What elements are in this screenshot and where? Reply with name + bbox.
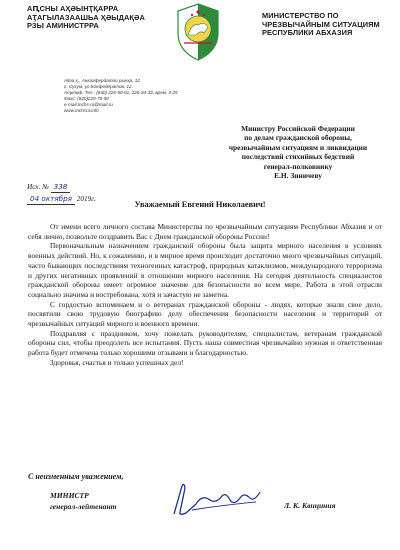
salutation: Уважаемый Евгений Николаевич! [134,200,266,209]
contact-line: www.mchsra.info [64,108,99,114]
contact-line: Факс: (840)229-75-50 [64,96,109,102]
addressee-line: последствий стихийных бедствий [241,152,355,162]
header-abkhaz-ministry-name [27,5,157,31]
header-right-line: РЕСПУБЛИКИ АБХАЗИЯ [262,28,353,38]
outgoing-date: 04 октября [27,193,75,205]
addressee-line: Е.Н. Зиничеву [274,171,322,181]
header-right-line: ЧРЕЗВЫЧАЙНЫМ СИТУАЦИЯМ [262,19,380,29]
contact-block [64,78,194,115]
addressee-block [205,124,391,180]
body-paragraph: Здоровья, счастья и только успешных дел! [50,357,184,367]
addressee-line: генерал-полковнику [263,161,333,171]
body-paragraph: От имени всего личного состава Министерства по чрезвычайным ситуациям Республики Абхазия и от себя лично, позвольте поздравить Вас с Днем гражданской обороны России! [28,222,382,241]
signatory-name: Л. К. Квициния [284,501,336,510]
addressee-line: по делам гражданской обороны, [244,133,352,143]
signatory-title [50,491,117,512]
header-left-line: АԤСНЫ АҲӘЫНҬҚАРРА [27,4,119,13]
outgoing-year: 2019г. [76,195,96,203]
abkhazia-emblem-icon [174,3,222,61]
letter-body [28,222,382,368]
closing-regards: С неизменным уважением, [28,472,124,481]
header-russian-ministry-name [262,12,382,38]
outgoing-number-label: Исх. № [27,183,49,191]
header-right-line: МИНИСТЕРСТВО ПО [262,11,339,20]
signatory-title-line: МИНИСТР [50,491,89,500]
addressee-line: чрезвычайным ситуациям и ликвидации [228,142,368,152]
contact-line: г. Сухум, ул.Конфедератов, 12. [64,84,133,90]
header-left-line: РЗЫ АМИНИСТРРА [27,21,99,31]
outgoing-number: 338 [51,181,71,193]
body-paragraph: Первоначальным назначением гражданской обороны была защита мирного населения в условиях военных действий. Но, к сожалению, и в мирное время происходит достаточно много чрезвычайных ситуаций, часто бывающих последствиям техногенных катастроф, природных катаклизмов, международного терроризма и других негативных проявлений в отношении мирного населения. На сегодня деятельность специалистов гражданской обороны имеет огромное значение для безопасности во всем мире. Работа в этой отрасли социально значима и востребована, хотя и зачастую не заметна. [28,241,382,299]
signatory-rank-line: генерал-лейтенант [50,501,117,511]
header-left-line: АҬАГЫЛАЗААШЬА ҲӘЫДАҚӘА [27,12,145,22]
contact-line: Аҟәа ҳ., Анкәафердатәи рынҳа, 12 [64,78,140,83]
addressee-line: Министру Российской Федерации [241,124,355,133]
contact-line: Аҭелеф. Тел.: (840) 226-50-01, 226-34-33, врем. 4-25 [64,90,178,96]
contact-line: e-mail:mchs-ra@mail.ru [64,102,113,108]
handwritten-signature-icon [166,480,266,520]
body-paragraph: С гордостью вспоминаем и о ветеранах гражданской обороны - людях, которые знали свое дело, посвятили свою трудовую биографию делу обеспечения безопасности населения и территорий от чрезвычайных ситуаций мирного и военного времени. [28,299,382,329]
body-paragraph: Поздравляя с праздником, хочу пожелать руководителям, специалистам, ветеранам гражданской обороны сил, чтобы преодолеть все испытания. Пусть наша совместная чрезвычайно нужная и ответственная работа будет отмечена только хорошими отзывами и благодарностью. [28,328,382,358]
